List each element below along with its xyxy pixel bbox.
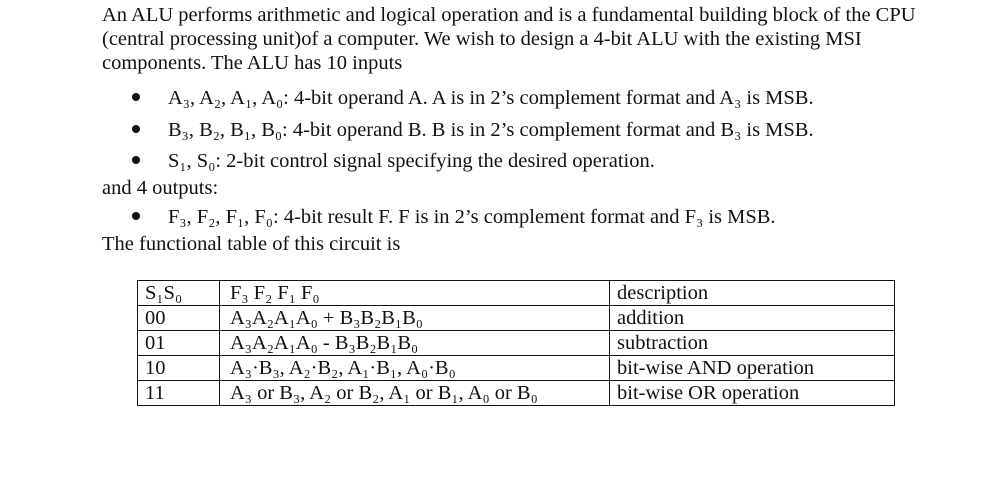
- row-select: 10: [138, 356, 220, 381]
- table-row: [138, 381, 895, 406]
- header-result: F₃ F₂ F₁ F₀: [220, 281, 610, 306]
- intro-paragraph: An ALU performs arithmetic and logical operation and is a fundamental building block of the CPU (central processing unit)of a computer. We wish to design a 4-bit ALU with the existing MSI components. The ALU has 10 inputs: [102, 4, 916, 74]
- row-description: bit-wise OR operation: [610, 381, 895, 406]
- input-bullet-b: [132, 118, 814, 142]
- outputs-heading: and 4 outputs:: [102, 177, 219, 199]
- table-row: [138, 356, 895, 381]
- output-f-text: F₃, F₂, F₁, F₀: 4-bit result F. F is in 2’s complement format and F₃ is MSB.: [168, 206, 776, 228]
- row-description: addition: [610, 306, 895, 331]
- row-result: A₃A₂A₁A₀ + B₃B₂B₁B₀: [220, 306, 610, 331]
- bullet-icon: [132, 156, 140, 164]
- row-result: A₃·B₃, A₂·B₂, A₁·B₁, A₀·B₀: [220, 356, 610, 381]
- table-row: [138, 306, 895, 331]
- row-select: 01: [138, 331, 220, 356]
- bullet-icon: [132, 212, 140, 220]
- input-bullet-s: [132, 149, 655, 173]
- row-select: 00: [138, 306, 220, 331]
- row-result: A₃A₂A₁A₀ - B₃B₂B₁B₀: [220, 331, 610, 356]
- bullet-icon: [132, 93, 140, 101]
- output-bullet-f: [132, 205, 776, 229]
- header-description: description: [610, 281, 895, 306]
- input-s-text: S₁, S₀: 2-bit control signal specifying the desired operation.: [168, 150, 655, 172]
- row-description: bit-wise AND operation: [610, 356, 895, 381]
- row-description: subtraction: [610, 331, 895, 356]
- functional-table: [137, 280, 895, 406]
- table-header-row: [138, 281, 895, 306]
- header-select: S₁S₀: [138, 281, 220, 306]
- row-select: 11: [138, 381, 220, 406]
- table-intro: The functional table of this circuit is: [102, 233, 401, 255]
- input-bullet-a: [132, 86, 814, 110]
- table-row: [138, 331, 895, 356]
- bullet-icon: [132, 125, 140, 133]
- row-result: A₃ or B₃, A₂ or B₂, A₁ or B₁, A₀ or B₀: [220, 381, 610, 406]
- input-b-text: B₃, B₂, B₁, B₀: 4-bit operand B. B is in 2’s complement format and B₃ is MSB.: [168, 119, 814, 141]
- input-a-text: A₃, A₂, A₁, A₀: 4-bit operand A. A is in 2’s complement format and A₃ is MSB.: [168, 87, 814, 109]
